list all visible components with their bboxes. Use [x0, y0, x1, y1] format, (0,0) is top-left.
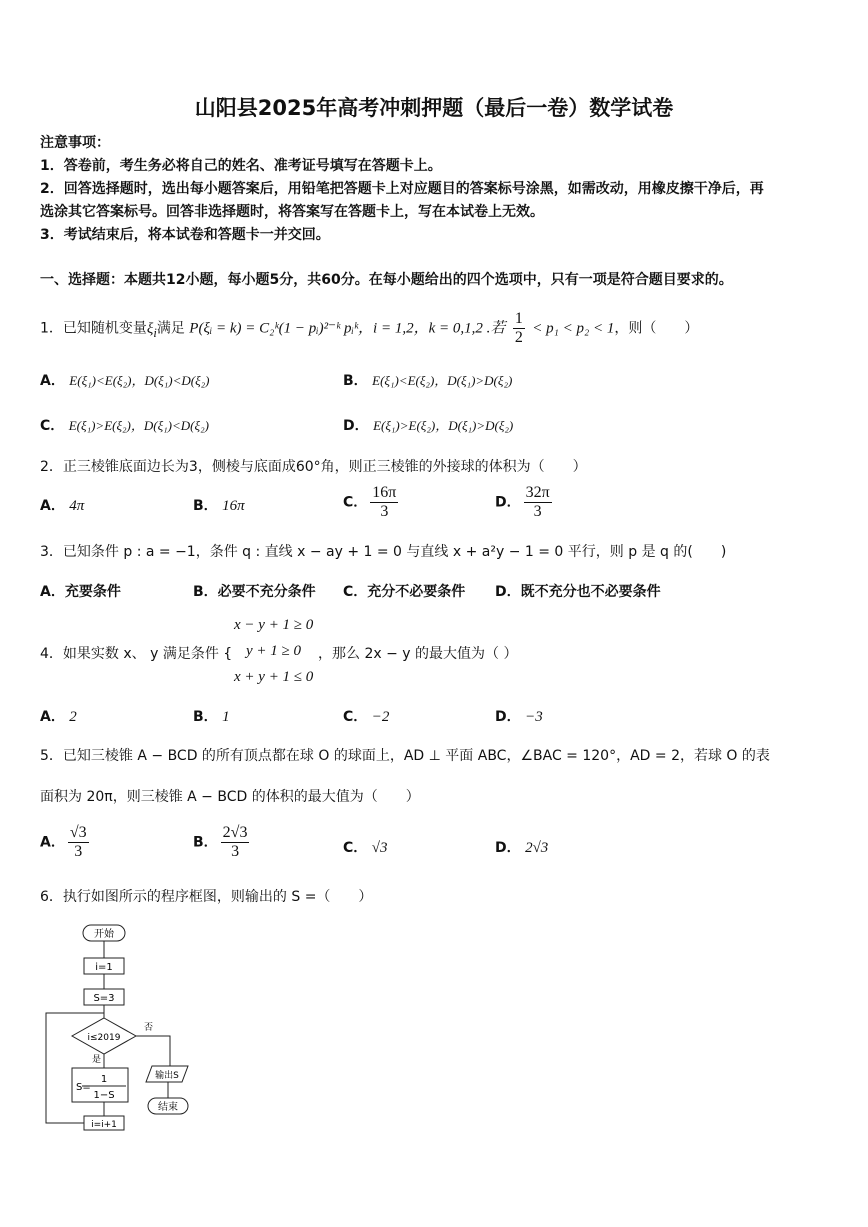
- flow-assign-den: 1−S: [93, 1090, 115, 1101]
- q5-option-d[interactable]: D． 2√3: [495, 840, 549, 856]
- notice-item-3: 3．考试结束后，将本试卷和答题卡一并交回。: [40, 227, 330, 243]
- q1-option-c[interactable]: C． E(ξ₁)>E(ξ₂)，D(ξ₁)<D(ξ₂): [40, 418, 209, 434]
- flow-output-label: 输出S: [155, 1071, 179, 1081]
- notice-item-1: 1．答卷前，考生务必将自己的姓名、准考证号填写在答题卡上。: [40, 158, 442, 174]
- question-6: 6．执行如图所示的程序框图，则输出的 S =（ ）: [40, 889, 373, 905]
- q4-option-d[interactable]: D． −3: [495, 709, 543, 725]
- question-1: [40, 310, 698, 347]
- flow-no-label: 否: [144, 1023, 154, 1033]
- flow-inc-label: i=i+1: [91, 1120, 117, 1130]
- q2-option-b[interactable]: B． 16π: [193, 498, 245, 514]
- flow-start-label: 开始: [94, 929, 114, 940]
- q1-option-d[interactable]: D． E(ξ₁)>E(ξ₂)，D(ξ₁)>D(ξ₂): [343, 418, 514, 434]
- q4-constraint-3: x + y + 1 ≤ 0: [234, 669, 314, 685]
- q1-range: ，i = 1,2，k = 0,1,2 .若: [358, 320, 506, 337]
- flow-assign-lhs: S=: [76, 1082, 91, 1093]
- q1-formula: P(ξᵢ = k) = C₂ᵏ(1 − pᵢ)²⁻ᵏ pᵢᵏ: [189, 320, 359, 337]
- q4-option-c[interactable]: C． −2: [343, 709, 390, 725]
- page-title: 山阳县2025年高考冲刺押题（最后一卷）数学试卷: [194, 96, 674, 120]
- flowchart: [40, 920, 210, 1140]
- flow-init-s-label: S=3: [93, 993, 115, 1004]
- q1-half: $\frac{1}{2}$: [514, 310, 523, 346]
- notice-heading: 注意事项：: [40, 135, 110, 151]
- q1-var: $\xi_i$: [146, 320, 157, 340]
- q3-option-a[interactable]: A．充要条件: [40, 584, 121, 600]
- section-heading: 一、选择题：本题共12小题，每小题5分，共60分。在每小题给出的四个选项中，只有一项是符合题目要求的。: [40, 272, 733, 288]
- q1-option-a[interactable]: A． E(ξ₁)<E(ξ₂)，D(ξ₁)<D(ξ₂): [40, 373, 210, 389]
- q1-cond: 满足: [156, 320, 185, 337]
- q2-option-d[interactable]: D． $\frac{32\pi}{3}$: [495, 484, 550, 520]
- q3-option-d[interactable]: D．既不充分也不必要条件: [495, 584, 661, 600]
- q4-tail: ，那么 2x − y 的最大值为（ ）: [318, 646, 518, 662]
- flow-yes-label: 是: [92, 1055, 102, 1065]
- q1-suffix: ，则（ ）: [614, 320, 699, 337]
- question-4: 4．如果实数 x、 y 满足条件 {: [40, 646, 233, 662]
- flow-assign-num: 1: [100, 1074, 108, 1085]
- question-5-line-2: 面积为 20π，则三棱锥 A − BCD 的体积的最大值为（ ）: [40, 789, 420, 805]
- q2-option-a[interactable]: A． 4π: [40, 498, 85, 514]
- q2-option-c[interactable]: C． $\frac{16\pi}{3}$: [343, 484, 397, 520]
- q5-option-a[interactable]: A． $\frac{√3}{3}$: [40, 824, 87, 860]
- q1-option-b[interactable]: B． E(ξ₁)<E(ξ₂)，D(ξ₁)>D(ξ₂): [343, 373, 513, 389]
- notice-item-2: 2．回答选择题时，选出每小题答案后，用铅笔把答题卡上对应题目的答案标号涂黑，如需改动，用橡皮擦干净后，再: [40, 181, 764, 197]
- question-3: 3．已知条件 p : a = −1，条件 q : 直线 x − ay + 1 = 0 与直线 x + a²y − 1 = 0 平行，则 p 是 q 的( ): [40, 544, 727, 560]
- notice-item-2-cont: 选涂其它答案标号。回答非选择题时，将答案写在答题卡上，写在本试卷上无效。: [40, 204, 544, 220]
- q5-option-c[interactable]: C． √3: [343, 840, 388, 856]
- q1-ineq: < p₁ < p₂ < 1: [532, 320, 615, 337]
- q4-option-b[interactable]: B． 1: [193, 709, 230, 725]
- q4-option-a[interactable]: A． 2: [40, 709, 77, 725]
- flow-end-label: 结束: [158, 1102, 178, 1113]
- flow-cond-label: i≤2019: [87, 1033, 121, 1043]
- q1-prefix: 1．已知随机变量: [40, 320, 147, 337]
- q3-option-c[interactable]: C．充分不必要条件: [343, 584, 466, 600]
- q4-constraint-2: y + 1 ≥ 0: [246, 643, 302, 659]
- question-2: 2．正三棱锥底面边长为3，侧棱与底面成60°角，则正三棱锥的外接球的体积为（ ）: [40, 459, 587, 475]
- q4-constraint-1: x − y + 1 ≥ 0: [234, 617, 314, 633]
- q5-option-b[interactable]: B． $\frac{2√3}{3}$: [193, 824, 248, 860]
- q3-option-b[interactable]: B．必要不充分条件: [193, 584, 316, 600]
- question-5-line-1: 5．已知三棱锥 A − BCD 的所有顶点都在球 O 的球面上，AD ⊥ 平面 ABC，∠BAC = 120°，AD = 2，若球 O 的表: [40, 748, 770, 764]
- flow-init-i-label: i=1: [95, 962, 113, 973]
